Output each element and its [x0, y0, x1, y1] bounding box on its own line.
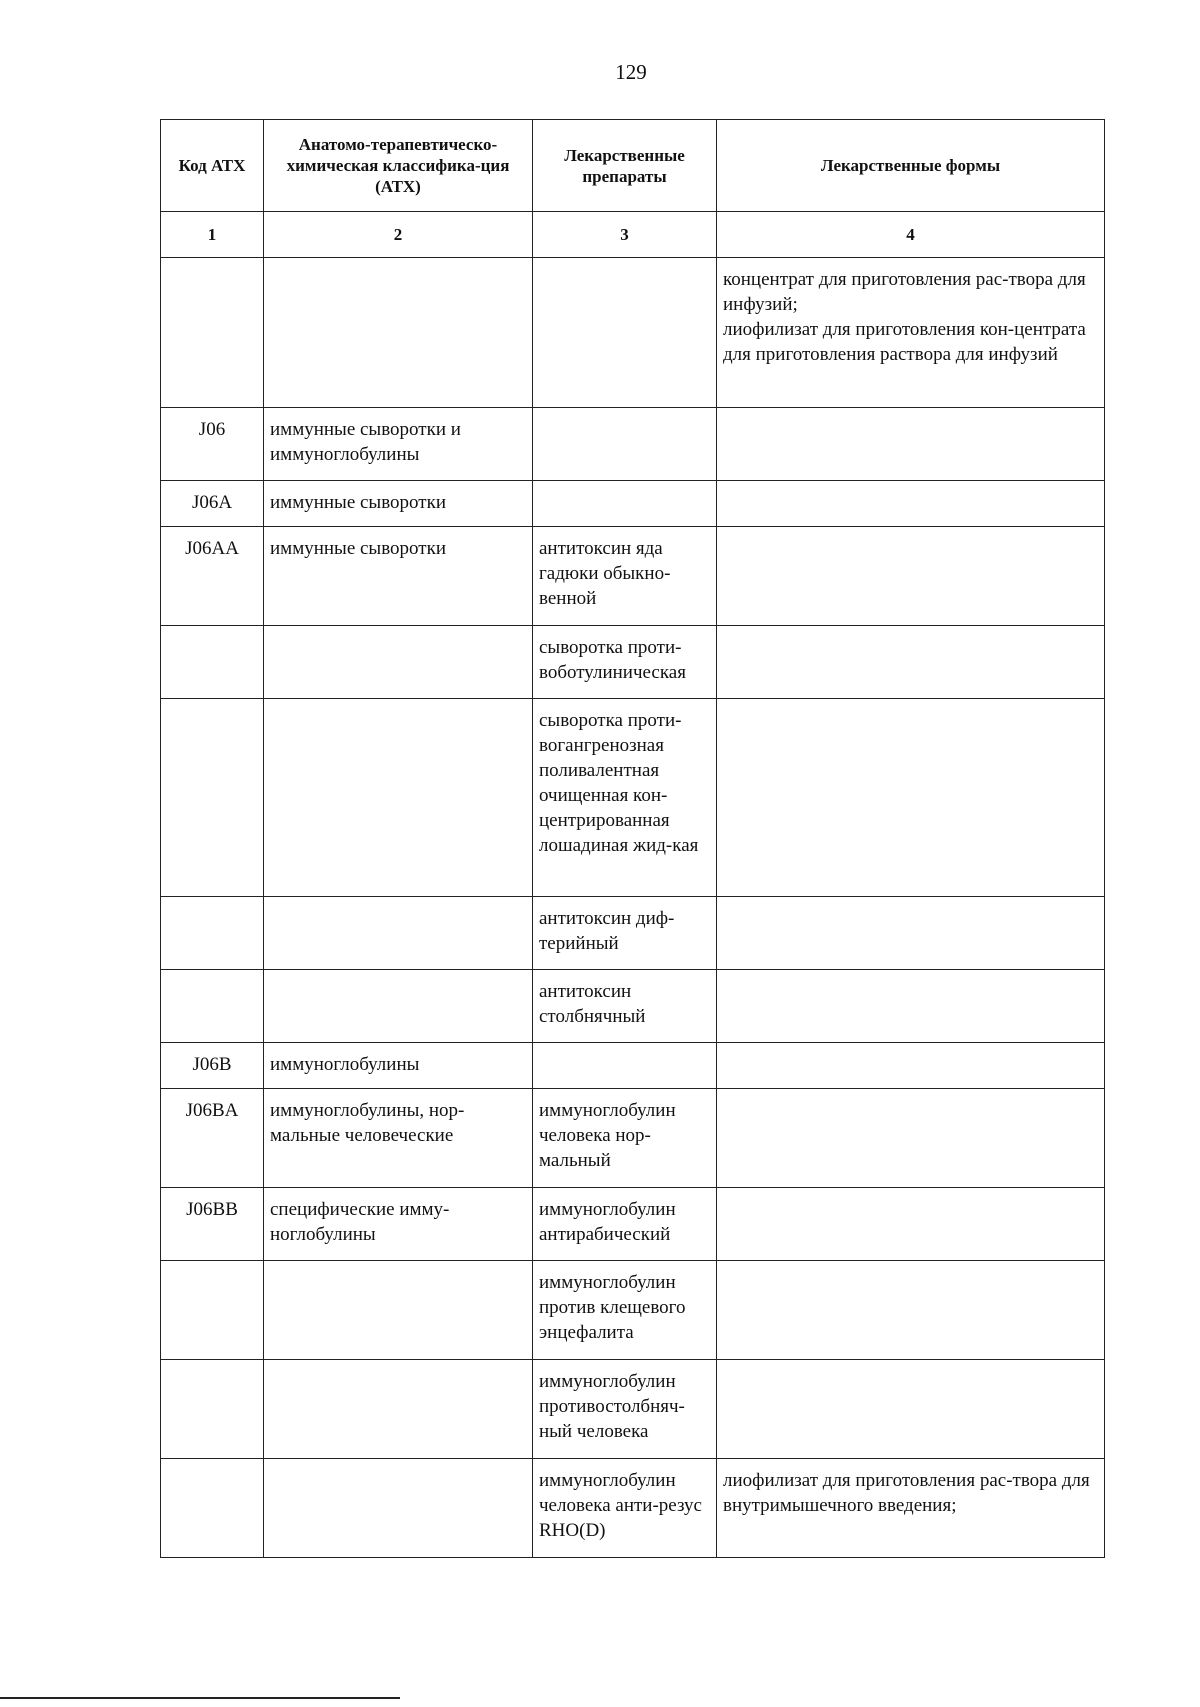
cell-code: [161, 1043, 264, 1089]
cell-code: [161, 699, 264, 897]
cell-classification: [264, 1188, 533, 1261]
cell-text: J06BA: [185, 1100, 239, 1121]
cell-drug: [533, 1043, 717, 1089]
atx-table: [160, 119, 1105, 1558]
cell-text: сыворотка проти-вогангренозная поливалентная очищенная кон-центрированная лошадиная жид-кая: [539, 710, 699, 856]
cell-text: иммуноглобулин антирабический: [539, 1199, 676, 1245]
cell-text: иммуноглобулин противостолбняч-ный человека: [539, 1371, 685, 1442]
cell-drug: [533, 258, 717, 408]
cell-code: [161, 1261, 264, 1360]
cell-text: J06AA: [185, 538, 239, 559]
cell-text: сыворотка проти-воботулиническая: [539, 637, 686, 683]
cell-form: [717, 408, 1105, 481]
table-row: [161, 481, 1105, 527]
cell-code: [161, 527, 264, 626]
column-number-4: 4: [717, 212, 1105, 258]
cell-classification: [264, 1043, 533, 1089]
cell-form: [717, 1261, 1105, 1360]
bottom-rule: [0, 1697, 400, 1699]
cell-form: [717, 1459, 1105, 1558]
cell-classification: [264, 527, 533, 626]
cell-drug: [533, 699, 717, 897]
cell-text: J06BB: [186, 1199, 238, 1220]
table-row: [161, 897, 1105, 970]
header-drugs: Лекарственные препараты: [533, 120, 717, 212]
cell-form: [717, 1360, 1105, 1459]
cell-text: антитоксин столбнячный: [539, 981, 646, 1027]
cell-drug: [533, 408, 717, 481]
cell-classification: [264, 897, 533, 970]
cell-drug: [533, 1360, 717, 1459]
cell-drug: [533, 626, 717, 699]
table-body: [161, 212, 1105, 1558]
cell-code: [161, 258, 264, 408]
cell-form: [717, 626, 1105, 699]
cell-text: J06: [198, 419, 226, 440]
cell-drug: [533, 970, 717, 1043]
cell-classification: [264, 1089, 533, 1188]
header-code: Код АТХ: [161, 120, 264, 212]
table-row: [161, 1360, 1105, 1459]
cell-code: [161, 1089, 264, 1188]
cell-drug: [533, 1089, 717, 1188]
cell-classification: [264, 408, 533, 481]
cell-drug: [533, 481, 717, 527]
cell-classification: [264, 481, 533, 527]
cell-drug: [533, 527, 717, 626]
cell-text: антитоксин яда гадюки обыкно-венной: [539, 538, 671, 609]
cell-code: [161, 897, 264, 970]
table-header-row: [161, 120, 1105, 212]
cell-form: [717, 481, 1105, 527]
column-number-3: 3: [533, 212, 717, 258]
cell-code: [161, 1188, 264, 1261]
cell-text: иммуноглобулин человека нор-мальный: [539, 1100, 676, 1171]
cell-text: иммунные сыворотки: [270, 492, 446, 513]
table-row: [161, 699, 1105, 897]
cell-classification: [264, 258, 533, 408]
cell-form: [717, 970, 1105, 1043]
cell-text: концентрат для приготовления рас-твора для инфузий; лиофилизат для приготовления кон-центрата для приготовления раствора для инфузий: [723, 269, 1086, 365]
cell-form: [717, 1043, 1105, 1089]
table-row: [161, 970, 1105, 1043]
cell-form: [717, 699, 1105, 897]
table-row: [161, 1459, 1105, 1558]
cell-code: [161, 1360, 264, 1459]
cell-code: [161, 626, 264, 699]
cell-form: [717, 897, 1105, 970]
column-number-2: 2: [264, 212, 533, 258]
cell-text: иммуноглобулин против клещевого энцефалита: [539, 1272, 686, 1343]
cell-text: иммунные сыворотки: [270, 538, 446, 559]
cell-text: иммуноглобулины, нор-мальные человеческие: [270, 1100, 465, 1146]
cell-form: [717, 1089, 1105, 1188]
column-number-1: 1: [161, 212, 264, 258]
cell-text: J06A: [191, 492, 233, 513]
cell-form: [717, 1188, 1105, 1261]
header-forms: Лекарственные формы: [717, 120, 1105, 212]
cell-text: иммуноглобулины: [270, 1054, 420, 1075]
column-number-row: [161, 212, 1105, 258]
cell-drug: [533, 1188, 717, 1261]
cell-classification: [264, 1459, 533, 1558]
cell-text: специфические имму-ноглобулины: [270, 1199, 450, 1245]
cell-text: J06B: [192, 1054, 232, 1075]
table-row: [161, 1188, 1105, 1261]
cell-code: [161, 408, 264, 481]
cell-text: иммунные сыворотки и иммуноглобулины: [270, 419, 461, 465]
cell-code: [161, 1459, 264, 1558]
table-row: [161, 1043, 1105, 1089]
cell-drug: [533, 897, 717, 970]
cell-text: иммуноглобулин человека анти-резус RHO(D): [539, 1470, 702, 1541]
cell-text: лиофилизат для приготовления рас-твора для внутримышечного введения;: [723, 1470, 1090, 1516]
header-classification: Анатомо-терапевтическо-химическая классифика-ция (АТХ): [264, 120, 533, 212]
cell-drug: [533, 1261, 717, 1360]
table-row: [161, 1261, 1105, 1360]
cell-classification: [264, 1261, 533, 1360]
cell-classification: [264, 970, 533, 1043]
table-row: [161, 1089, 1105, 1188]
table-row: [161, 258, 1105, 408]
table-row: [161, 626, 1105, 699]
cell-code: [161, 481, 264, 527]
cell-form: [717, 527, 1105, 626]
cell-classification: [264, 626, 533, 699]
cell-form: [717, 258, 1105, 408]
page-number: 129: [615, 60, 647, 84]
cell-code: [161, 970, 264, 1043]
cell-classification: [264, 699, 533, 897]
table-row: [161, 527, 1105, 626]
table-row: [161, 408, 1105, 481]
cell-classification: [264, 1360, 533, 1459]
cell-text: антитоксин диф-терийный: [539, 908, 675, 954]
cell-drug: [533, 1459, 717, 1558]
